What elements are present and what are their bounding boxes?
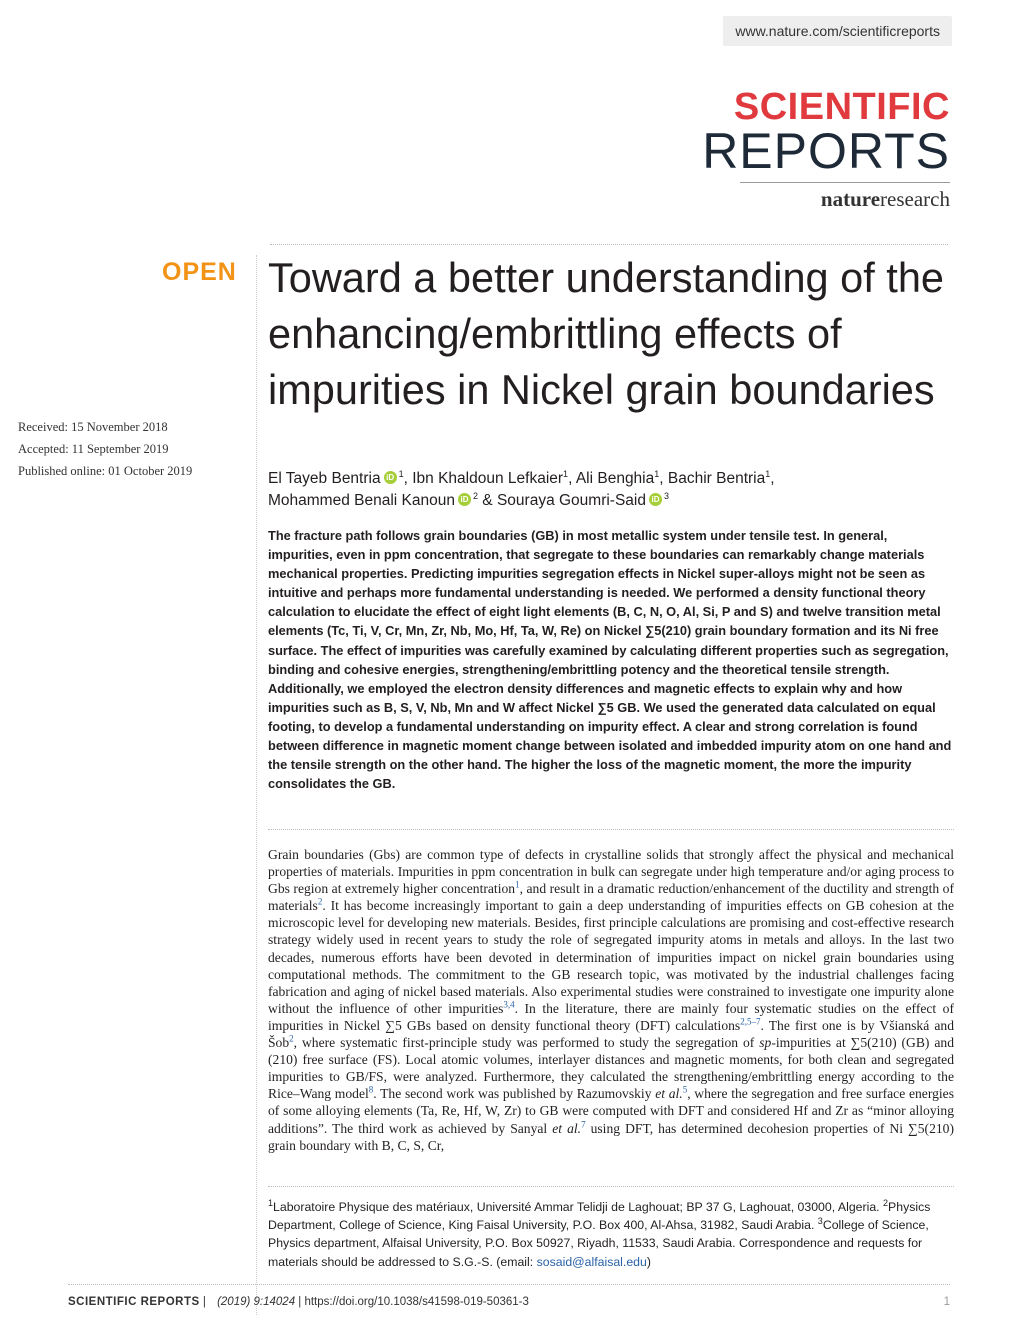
logo-scientific: SCIENTIFIC: [733, 86, 950, 128]
body-text: -impurities at ∑5(210) (GB) and (210) free surface (FS). Local atomic volumes, interlayer distances and magnetic moments, for both clean and segregated impurities to GB/FS, were analyzed. Furthermore, they calculated the strengthening/embrittling energy according to the Rice–Wang model: [268, 1035, 954, 1102]
affil-3-sup: 3: [817, 1216, 823, 1227]
abstract: The fracture path follows grain boundaries (GB) in most metallic system under tensile test. In general, impurities, even in ppm concentration, that segregate to these boundaries can remarkably change materials mechanical properties. Predicting impurities segregation effects in Nickel super-alloys might not be seen as intuitive and perhaps more fundamental understanding is needed. We performed a density functional theory calculation to elucidate the effect of eight light elements (B, C, N, O, Al, Si, P and S) and twelve transition metal elements (Tc, Ti, V, Cr, Mn, Zr, Nb, Mo, Hf, Ta, W, Re) on Nickel ∑5(210) grain boundary formation and its Ni free surface. The effect of impurities was carefully examined by calculating different properties such as segregation, binding and cohesive energies, strengthening/embrittling potency and the theoretical tensile strength. Additionally, we employed the electron density differences and magnetic effects to explain why and how impurities such as B, S, V, Nb, Mn and W affect Nickel ∑5 GB. We used the generated data calculated on equal footing, to develop a fundamental understanding on impurity effect. A clear and strong correlation is found between difference in magnetic moment change between isolated and imbedded impurity atom on one hand and the tensile strength on the other hand. The higher the loss of the magnetic moment, the more the impurity consolidates the GB.: [268, 528, 952, 792]
author-name: Mohammed Benali Kanoun: [268, 492, 455, 509]
body-text: . The second work was published by Razumovskiy: [373, 1086, 656, 1102]
body-text: Grain boundaries (Gbs) are common type of defects in crystalline solids that strongly affect the physical and mechanical properties of materials. Impurities in ppm concentration in bulk can segregate under high temperature and/or aging process to Gbs region at extremely higher concentration: [268, 847, 954, 897]
body-text: , and result in a dramatic reduction/enhancement of the ductility and strength of materials: [268, 881, 954, 914]
citation-ref[interactable]: 7: [581, 1118, 586, 1129]
journal-logo: [702, 88, 950, 212]
citation-ref[interactable]: 2,5–7: [740, 1016, 761, 1027]
italic-text: et al.: [655, 1086, 683, 1102]
open-access-label: OPEN: [162, 258, 237, 286]
affil-close: ): [646, 1254, 651, 1269]
affiliations: [268, 1198, 954, 1271]
accepted-date: Accepted: 11 September 2019: [18, 442, 169, 456]
logo-reports: REPORTS: [702, 123, 950, 179]
italic-text: sp: [759, 1035, 772, 1051]
abstract-divider: [268, 829, 954, 830]
article-title: Toward a better understanding of the enhancing/embrittling effects of impurities in Nickel grain boundaries: [268, 254, 944, 413]
author-affiliation-sup: 1: [398, 468, 404, 479]
header-divider: [270, 244, 948, 245]
publisher-rest: research: [880, 187, 950, 211]
footer-doi[interactable]: | https://doi.org/10.1038/s41598-019-50361-3: [295, 1296, 529, 1308]
affil-2: Physics Department, College of Science, King Faisal University, P.O. Box 400, Al-Ahsa, 31982, Saudi Arabia.: [268, 1200, 931, 1233]
citation-ref[interactable]: 8: [368, 1084, 374, 1095]
orcid-icon[interactable]: iD: [458, 493, 471, 506]
author-affiliation-sup: 2: [472, 490, 478, 501]
body-text: , where systematic first-principle study was performed to study the segregation of: [293, 1035, 760, 1051]
author-name: Ali Benghia: [575, 470, 655, 487]
page-footer: [68, 1296, 950, 1308]
body-paragraph: [268, 846, 954, 1154]
author-name: Bachir Bentria: [667, 470, 766, 487]
author-affiliation-sup: 1: [654, 468, 660, 479]
body-text: . The first one is by Všianská and Šob: [268, 1017, 954, 1051]
citation-ref[interactable]: 5: [682, 1084, 688, 1095]
footer-divider: [68, 1284, 950, 1285]
citation-ref[interactable]: 3,4: [503, 999, 515, 1010]
logo-divider: [740, 182, 950, 183]
orcid-icon[interactable]: iD: [649, 493, 662, 506]
published-date: Published online: 01 October 2019: [18, 464, 193, 478]
author-affiliation-sup: 3: [664, 490, 670, 501]
author-name: Souraya Goumri-Said: [496, 492, 646, 509]
article-dates: [18, 416, 192, 482]
page-number: 1: [943, 1296, 950, 1308]
author-affiliation-sup: 1: [765, 468, 771, 479]
footer-sep: |: [199, 1296, 210, 1308]
author-affiliation-sup: 1: [563, 468, 569, 479]
affil-2-sup: 2: [883, 1197, 889, 1208]
italic-text: et al.: [552, 1120, 582, 1136]
received-date: Received: 15 November 2018: [18, 420, 168, 434]
publisher-bold: nature: [820, 187, 881, 211]
affil-3: College of Science, Physics department, Alfaisal University, P.O. Box 50927, Riyadh, 11533, Saudi Arabia. Correspondence and requests for materials should be addressed to S.G.-S. (email:: [268, 1218, 929, 1269]
body-text: . It has become increasingly important to gain a deep understanding of impurities effects on GB cohesion at the microscopic level for developing new materials. Besides, first principle calculations are promising and cost-effective research strategy widely used in recent years to study the role of segregated impurity atoms in metals and alloys. In the last two decades, numerous efforts have been devoted in determination of impurities impact on nickel grain boundaries using computational methods. The commitment to the GB research topic, was motivated by the industrial challenges facing fabrication and aging of nickel based materials. Also experimental studies were constrained to investigate one impurity alone without the influence of other impurities: [268, 898, 954, 1016]
citation-ref[interactable]: 2: [289, 1033, 294, 1044]
affil-1: Laboratoire Physique des matériaux, Université Ammar Telidji de Laghouat; BP 37 G, Laghouat, 03000, Algeria.: [273, 1200, 880, 1214]
body-text: using DFT, has determined decohesion properties of Ni ∑5(210) grain boundary with B, C, S, Cr,: [268, 1120, 954, 1153]
affiliation-divider: [268, 1186, 954, 1187]
column-divider: [256, 255, 257, 1315]
citation-ref[interactable]: 1: [515, 879, 520, 890]
footer-citation: (2019) 9:14024: [217, 1296, 296, 1308]
publisher-logo: [702, 187, 950, 212]
correspondence-email[interactable]: sosaid@alfaisal.edu: [536, 1254, 647, 1269]
orcid-icon[interactable]: iD: [384, 471, 397, 484]
author-name: El Tayeb Bentria: [268, 470, 381, 487]
author-name: Ibn Khaldoun Lefkaier: [412, 470, 564, 487]
body-text: . In the literature, there are mainly four systematic studies on the effect of impurities in Nickel ∑5 GBs based on density functional theory (DFT) calculations: [268, 1000, 955, 1033]
affil-1-sup: 1: [268, 1197, 274, 1208]
footer-journal: SCIENTIFIC REPORTS: [68, 1296, 200, 1308]
journal-url[interactable]: www.nature.com/scientificreports: [723, 16, 952, 46]
author-list: El Tayeb Bentria iD $^1$, Ibn Khaldoun Lefkaier$^1$, Ali Benghia$^1$, Bachir Bentria$^1$, Mohammed Benali Kanoun iD $^2$ & Souraya Goumri-Said iD $^3$: [268, 468, 775, 509]
body-text: , where the segregation and free surface energies of some alloying elements (Ta, Re, Hf, W, Zr) to GB were computed with DFT and considered Hf and Zr as “minor alloying additions”. The third work as achieved by Sanyal: [268, 1086, 954, 1136]
citation-ref[interactable]: 2: [317, 896, 323, 907]
